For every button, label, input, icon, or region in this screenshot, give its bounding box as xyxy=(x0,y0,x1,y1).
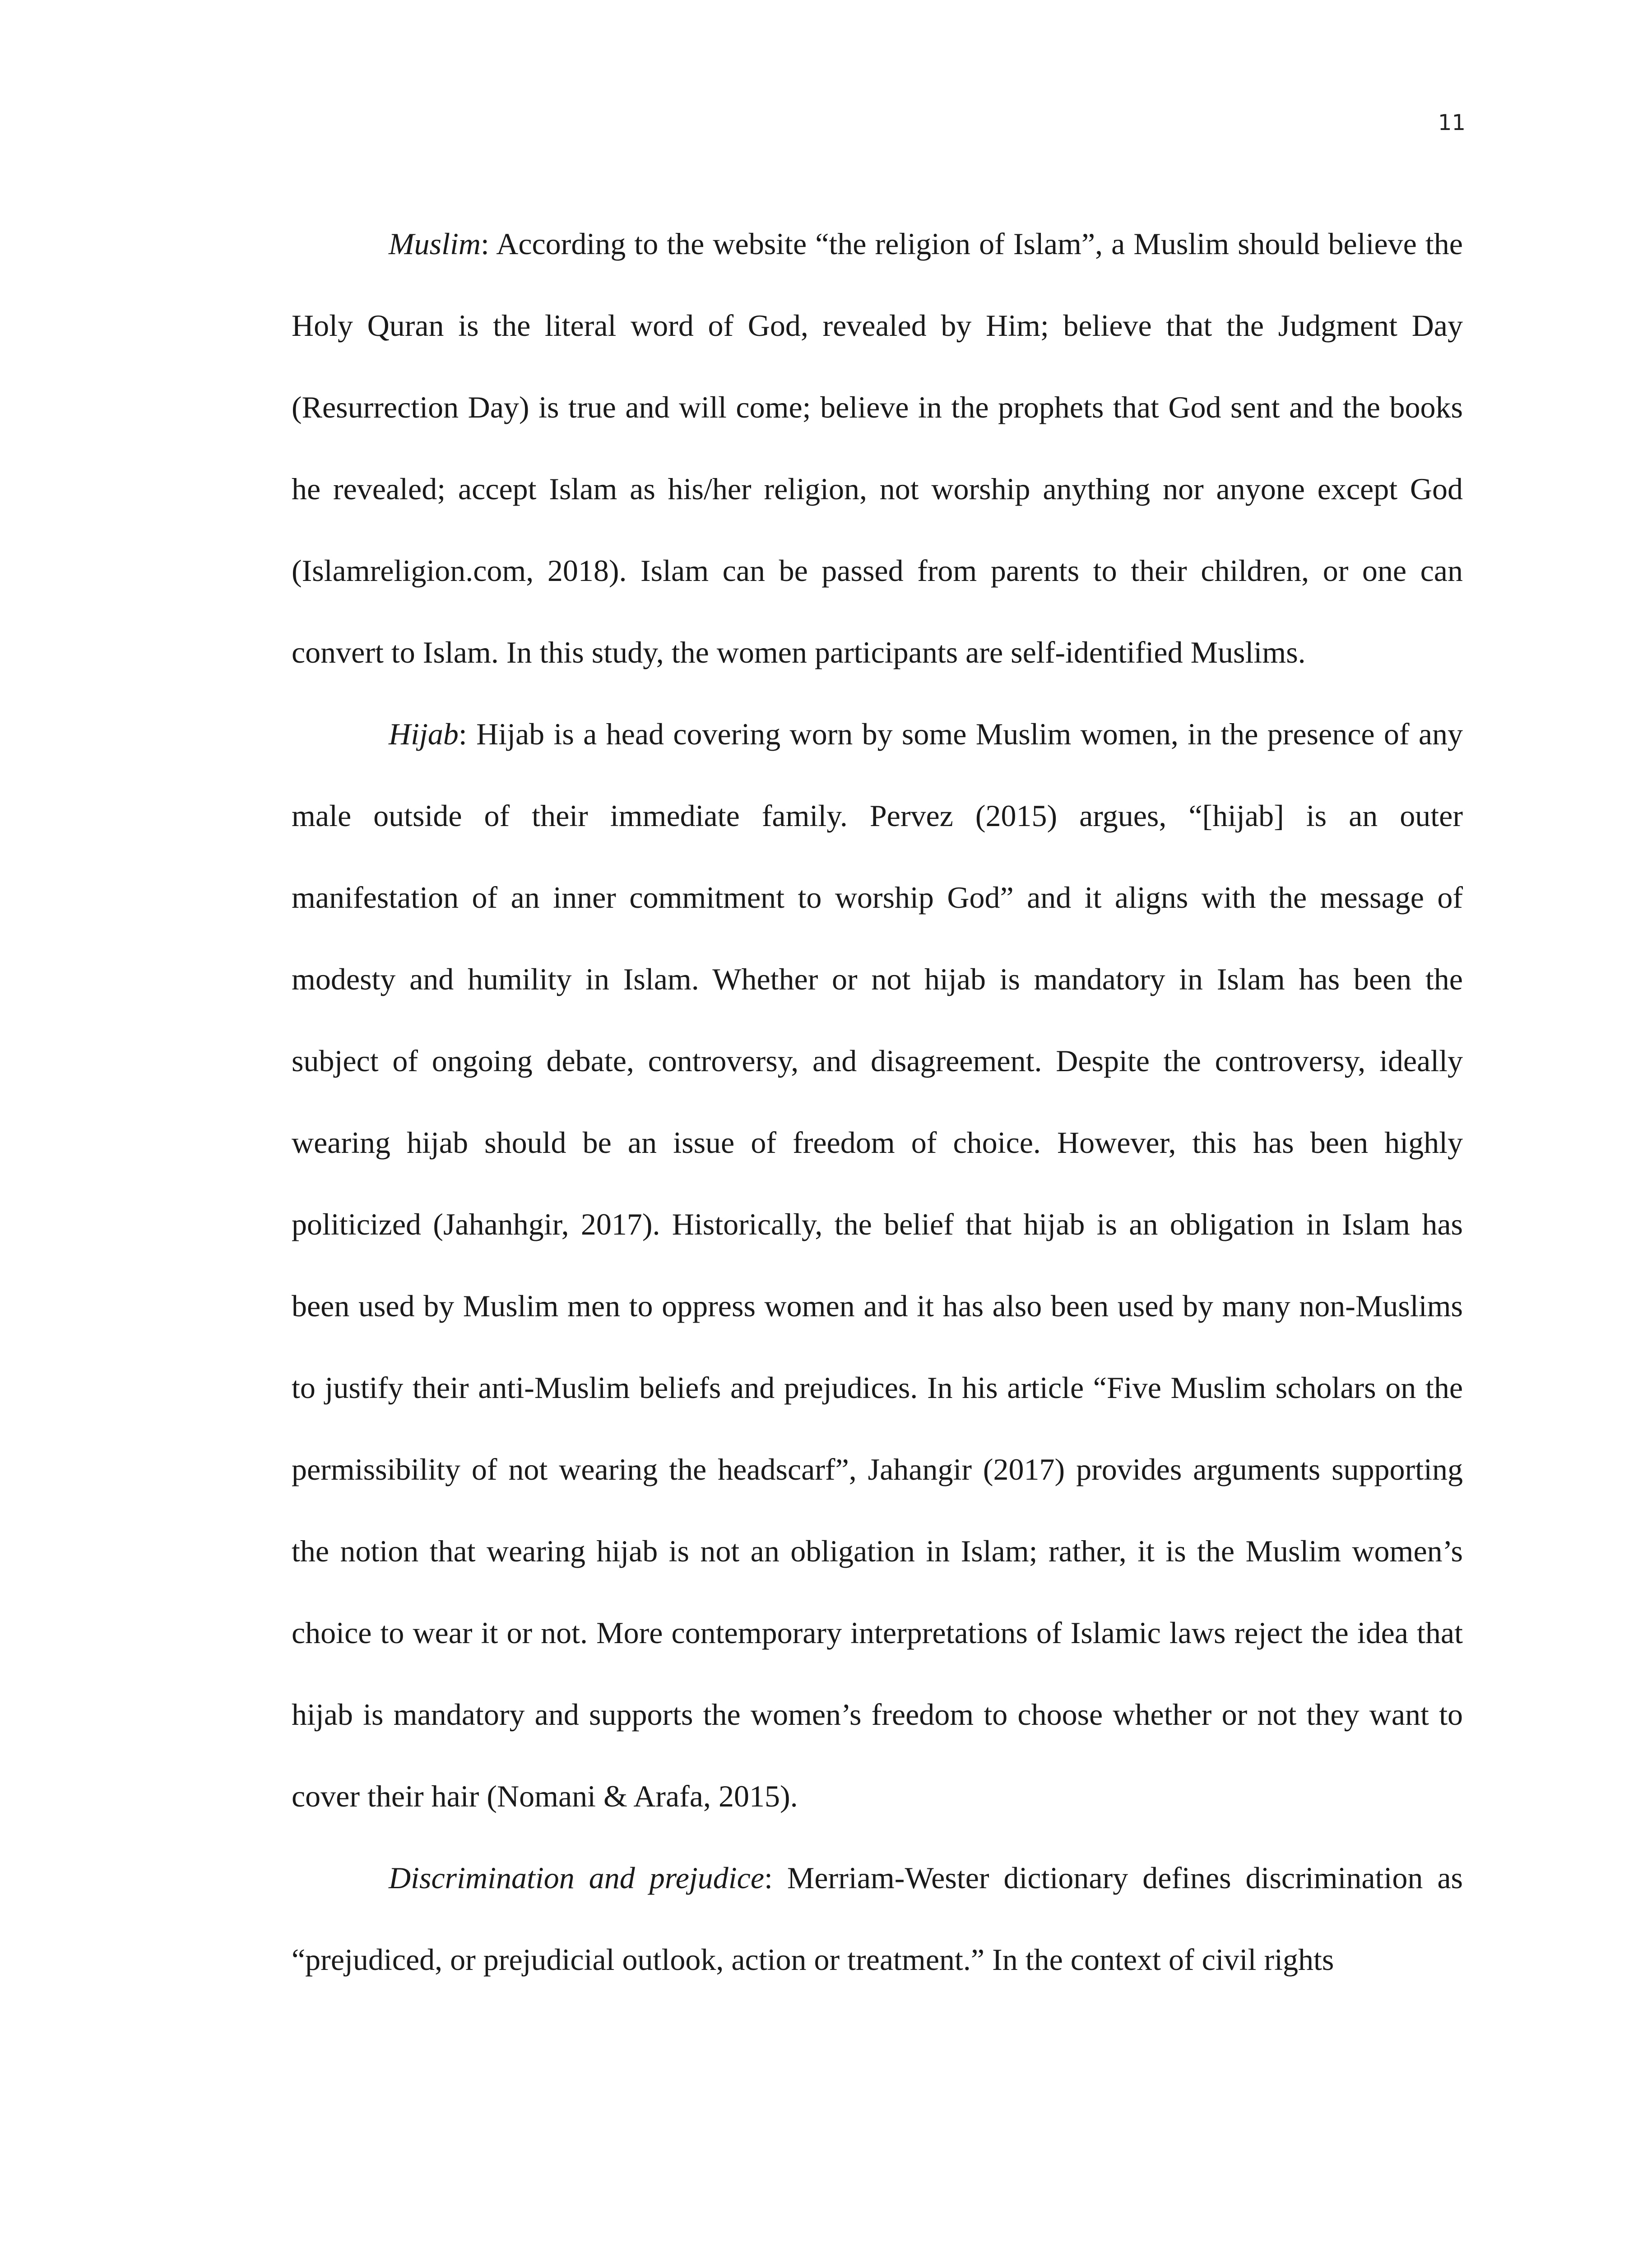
page-number: 11 xyxy=(1438,110,1466,135)
definition-muslim: : According to the website “the religion of Islam”, a Muslim should believe the Holy Quran is the literal word of God, revealed by Him; believe that the Judgment Day (Resurrection Day) is true and will come; believe in the prophets that God sent and the books he revealed; accept Islam as his/her religion, not worship anything nor anyone except God (Islamreligion.com, 2018). Islam can be passed from parents to their children, or one can convert to Islam. In this study, the women participants are self-identified Muslims. xyxy=(292,227,1463,669)
term-hijab: Hijab xyxy=(389,717,459,751)
paragraph-hijab xyxy=(292,693,1463,1837)
definition-discrimination: : Merriam-Wester dictionary defines discrimination as “prejudiced, or prejudicial outlook, action or treatment.” In the context of civil rights xyxy=(292,1861,1463,1977)
term-muslim: Muslim xyxy=(389,227,481,261)
definition-hijab: : Hijab is a head covering worn by some Muslim women, in the presence of any male outside of their immediate family. Pervez (2015) argues, “[hijab] is an outer manifestation of an inner commitment to worship God” and it aligns with the message of modesty and humility in Islam. Whether or not hijab is mandatory in Islam has been the subject of ongoing debate, controversy, and disagreement. Despite the controversy, ideally wearing hijab should be an issue of freedom of choice. However, this has been highly politicized (Jahanhgir, 2017). Historically, the belief that hijab is an obligation in Islam has been used by Muslim men to oppress women and it has also been used by many non-Muslims to justify their anti-Muslim beliefs and prejudices. In his article “Five Muslim scholars on the permissibility of not wearing the headscarf”, Jahangir (2017) provides arguments supporting the notion that wearing hijab is not an obligation in Islam; rather, it is the Muslim women’s choice to wear it or not. More contemporary interpretations of Islamic laws reject the idea that hijab is mandatory and supports the women’s freedom to choose whether or not they want to cover their hair (Nomani & Arafa, 2015). xyxy=(292,717,1463,1813)
term-discrimination: Discrimination and prejudice xyxy=(389,1861,765,1895)
paragraph-discrimination xyxy=(292,1837,1463,2001)
body-text xyxy=(292,203,1463,2001)
paragraph-muslim xyxy=(292,203,1463,693)
